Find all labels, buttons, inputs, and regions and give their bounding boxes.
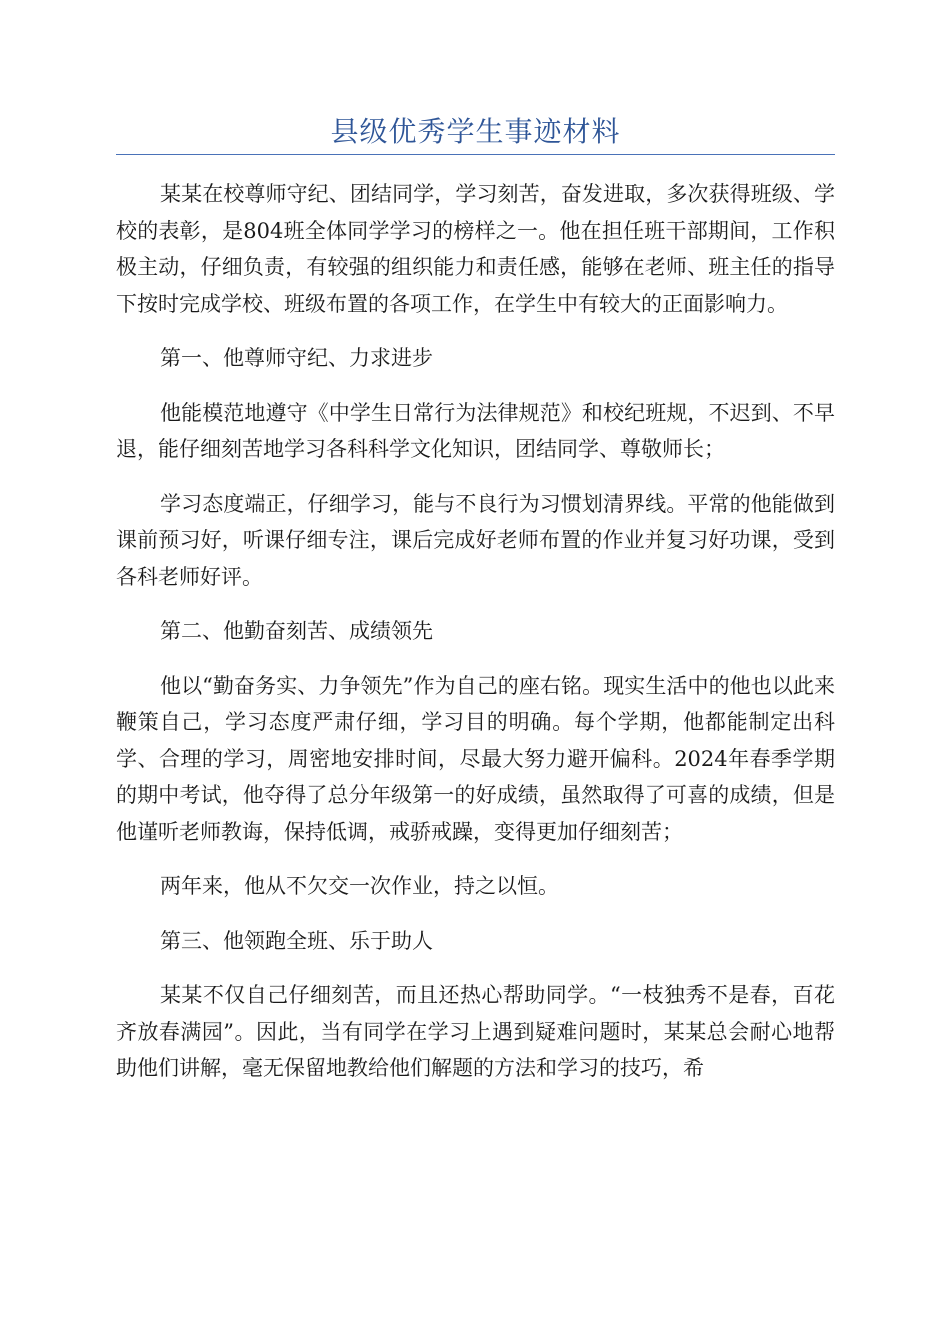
body-paragraph: 他以“勤奋务实、力争领先”作为自己的座右铭。现实生活中的他也以此来鞭策自己，学习态度严肃仔细，学习目的明确。每个学期，他都能制定出科学、合理的学习，周密地安排时间，尽最大努力避开偏科。2024年春季学期的期中考试，他夺得了总分年级第一的好成绩，虽然取得了可喜的成绩，但是他谨听老师教诲，保持低调，戒骄戒躁，变得更加仔细刻苦； <box>116 673 835 844</box>
section-heading-3: 第三、他领跑全班、乐于助人 <box>160 928 433 953</box>
body-paragraph: 两年来，他从不欠交一次作业，持之以恒。 <box>160 874 559 898</box>
body-paragraph: 他能模范地遵守《中学生日常行为法律规范》和校纪班规，不迟到、不早退，能仔细刻苦地学习各科科学文化知识，团结同学、尊敬师长； <box>116 400 835 461</box>
section-heading-2: 第二、他勤奋刻苦、成绩领先 <box>160 619 433 643</box>
document-body <box>116 176 835 1105</box>
intro-paragraph: 某某在校尊师守纪、团结同学，学习刻苦，奋发进取，多次获得班级、学校的表彰，是804班全体同学学习的榜样之一。他在担任班干部期间，工作积极主动，仔细负责，有较强的组织能力和责任感，能够在老师、班主任的指导下按时完成学校、班级布置的各项工作，在学生中有较大的正面影响力。 <box>116 182 835 316</box>
body-paragraph: 某某不仅自己仔细刻苦，而且还热心帮助同学。“一枝独秀不是春，百花齐放春满园”。因此，当有同学在学习上遇到疑难问题时，某某总会耐心地帮助他们讲解，毫无保留地教给他们解题的方法和学习的技巧，希 <box>116 983 835 1080</box>
document-title: 县级优秀学生事迹材料 <box>330 115 621 148</box>
body-paragraph: 学习态度端正，仔细学习，能与不良行为习惯划清界线。平常的他能做到课前预习好，听课仔细专注，课后完成好老师布置的作业并复习好功课，受到各科老师好评。 <box>116 491 835 589</box>
section-heading-1: 第一、他尊师守纪、力求进步 <box>160 346 433 370</box>
title-underline <box>116 154 835 155</box>
